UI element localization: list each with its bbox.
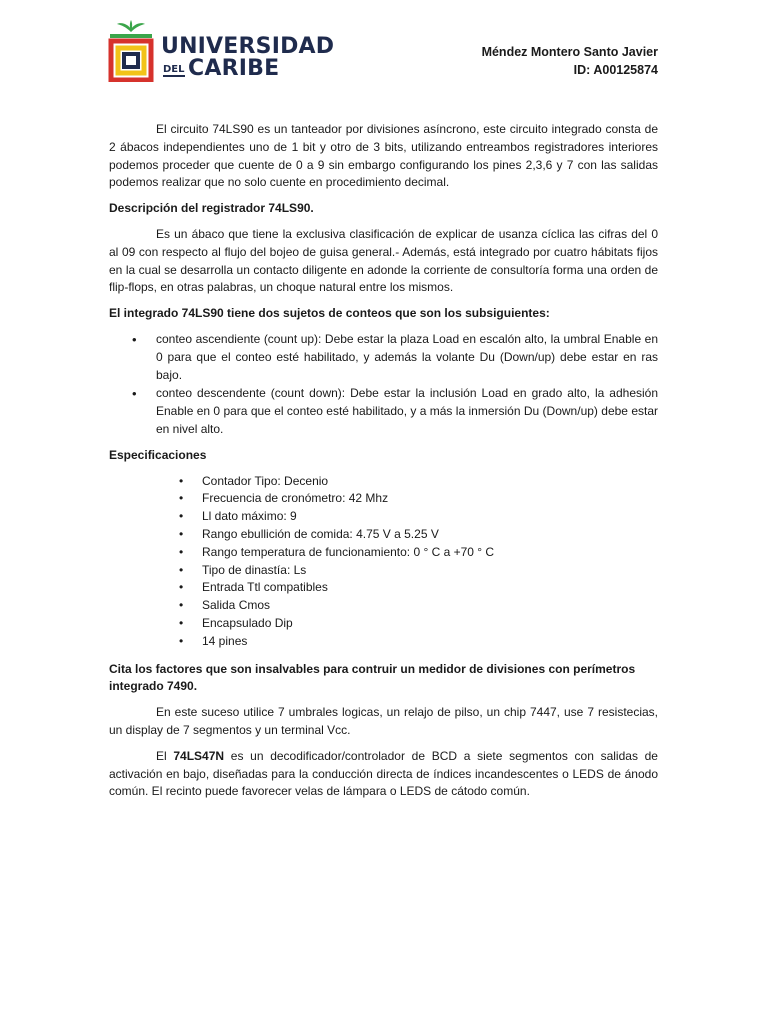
author-block [482,43,658,79]
author-id: ID: A00125874 [573,63,658,77]
list-item: • Tipo de dinastía: Ls [109,562,658,580]
list-item: • Rango ebullición de comida: 4.75 V a 5.25 V [109,526,658,544]
list-item: • conteo ascendiente (count up): Debe estar la plaza Load en escalón alto, la umbral Enable en 0 para que el conteo esté habilitado, y además la volante Du (Down/up) debe estar en ras bajo. [109,331,658,384]
author-name: Méndez Montero Santo Javier [481,45,658,59]
page-header [0,0,768,100]
final-prefix: El [156,748,174,763]
document-body [109,121,658,809]
description-heading: Descripción del registrador 74LS90. [109,201,314,216]
list-item: • 14 pines [109,633,658,651]
list-item: • Frecuencia de cronómetro: 42 Mhz [109,490,658,508]
cita-heading: Cita los factores que son insalvables para contruir un medidor de divisiones con perímetros integrado 7490. [109,661,636,694]
chip-name: 74LS47N [173,748,225,763]
list-item: • Ll dato máximo: 9 [109,508,658,526]
specs-heading: Especificaciones [109,447,207,462]
counts-list [109,331,658,439]
counts-heading: El integrado 74LS90 tiene dos sujetos de conteos que son los subsiguientes: [109,306,550,321]
final-rest: es un decodificador/controlador de BCD a siete segmentos con salidas de activación en bajo, diseñadas para la conducción directa de índices incandescentes o LEDS de ánodo común. El recinto puede favorecer velas de lámpara o LEDS de cátodo común. [109,748,658,799]
description-paragraph: Es un ábaco que tiene la exclusiva clasificación de explicar de usanza cíclica las cifras del 0 al 09 con respecto al flujo del bojeo de guisa general.- Además, está integrado por cuatro hábitats fijos en la cual se desarrolla un contacto diligente en adonde la corriente de consultoría forma una orden de flip-flops, en otras palabras, un choque natural entre los mismos. [109,226,658,295]
cita-paragraph: En este suceso utilice 7 umbrales logicas, un relajo de pilso, un chip 7447, use 7 resistecias, un display de 7 segmentos y un terminal Vcc. [109,705,658,737]
list-item: • Entrada Ttl compatibles [109,579,658,597]
specs-list [109,473,658,651]
intro-paragraph: El circuito 74LS90 es un tanteador por divisiones asíncrono, este circuito integrado consta de 2 ábacos independientes uno de 1 bit y otro de 3 bits, utilizando entreambos registradores interiores podemos proceder que cuente de 0 a 9 sin embargo configurando los pines 2,3,6 y 7 con las salidas podemos realizar que no solo cuente en procedimiento decimal. [109,122,658,190]
list-item: • Salida Cmos [109,597,658,615]
final-paragraph [109,748,658,801]
university-emblem-icon [108,20,154,82]
list-item: • Contador Tipo: Decenio [109,473,658,491]
list-item: • conteo descendente (count down): Debe estar la inclusión Load en grado alto, la adhesión Enable en 0 para que el conteo esté habilitado, y a más la inmersión Du (Down/up) debe estar en nivel alto. [109,385,658,438]
logo-text-universidad: UNIVERSIDAD [161,34,335,59]
list-item: • Encapsulado Dip [109,615,658,633]
university-logo [108,18,338,84]
list-item: • Rango temperatura de funcionamiento: 0 ° C a +70 ° C [109,544,658,562]
logo-text-caribe: CARIBE [188,56,280,81]
logo-text-del: DEL [163,64,185,75]
